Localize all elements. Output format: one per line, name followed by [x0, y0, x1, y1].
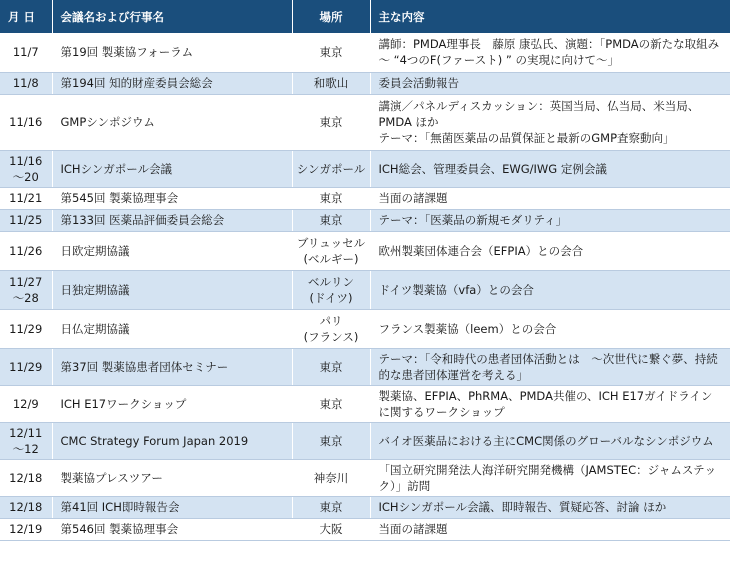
table-row: [0, 231, 730, 270]
row-date: 12/9: [0, 385, 52, 422]
row-date: 11/16: [0, 94, 52, 150]
table-body: [0, 33, 730, 540]
table-row: [0, 422, 730, 459]
row-event-name: 製薬協プレスツアー: [52, 459, 292, 496]
table-row: [0, 150, 730, 187]
row-event-name: ICHシンガポール会議: [52, 150, 292, 187]
row-content: テーマ：「医薬品の新規モダリティ」: [370, 209, 730, 231]
table-row: [0, 385, 730, 422]
row-date: 11/21: [0, 187, 52, 209]
row-content: フランス製薬協（leem）との会合: [370, 309, 730, 348]
row-date: 12/11 ～12: [0, 422, 52, 459]
row-place: パリ (フランス): [292, 309, 370, 348]
row-event-name: 第545回 製薬協理事会: [52, 187, 292, 209]
table-row: [0, 209, 730, 231]
header-name: 会議名および行事名: [52, 0, 292, 33]
row-content: ドイツ製薬協（vfa）との会合: [370, 270, 730, 309]
row-content: ICH総会、管理委員会、EWG/IWG 定例会議: [370, 150, 730, 187]
row-place: 東京: [292, 348, 370, 385]
row-content: 当面の諸課題: [370, 187, 730, 209]
table-row: [0, 348, 730, 385]
table-header-row: [0, 0, 730, 33]
row-date: 11/29: [0, 309, 52, 348]
row-date: 11/7: [0, 33, 52, 72]
row-place: 神奈川: [292, 459, 370, 496]
row-date: 11/26: [0, 231, 52, 270]
table-row: [0, 270, 730, 309]
row-date: 12/19: [0, 518, 52, 540]
header-place: 場所: [292, 0, 370, 33]
row-content: バイオ医薬品における主にCMC関係のグローバルなシンポジウム: [370, 422, 730, 459]
row-place: 大阪: [292, 518, 370, 540]
table-row: [0, 187, 730, 209]
row-place: 東京: [292, 94, 370, 150]
row-place: 東京: [292, 33, 370, 72]
table-row: [0, 518, 730, 540]
row-content: 製薬協、EFPIA、PhRMA、PMDA共催の、ICH E17ガイドラインに関するワークショップ: [370, 385, 730, 422]
row-place: 和歌山: [292, 72, 370, 94]
row-content: 「国立研究開発法人海洋研究開発機構（JAMSTEC：ジャムステック）」訪問: [370, 459, 730, 496]
row-content: ICHシンガポール会議、即時報告、質疑応答、討論 ほか: [370, 496, 730, 518]
table-row: [0, 94, 730, 150]
row-place: 東京: [292, 422, 370, 459]
row-place: 東京: [292, 209, 370, 231]
row-event-name: 第133回 医薬品評価委員会総会: [52, 209, 292, 231]
row-content: 講師：PMDA理事長 藤原 康弘氏、演題：「PMDAの新たな取組み～ “4つのF(ファースト) ” の実現に向けて～」: [370, 33, 730, 72]
row-event-name: 日欧定期協議: [52, 231, 292, 270]
row-event-name: ICH E17ワークショップ: [52, 385, 292, 422]
table-row: [0, 72, 730, 94]
row-event-name: 第194回 知的財産委員会総会: [52, 72, 292, 94]
header-date: 月 日: [0, 0, 52, 33]
row-date: 11/25: [0, 209, 52, 231]
table-row: [0, 33, 730, 72]
row-content: 講演／パネルディスカッション：英国当局、仏当局、米当局、PMDA ほか テーマ：「無菌医薬品の品質保証と最新のGMP査察動向」: [370, 94, 730, 150]
row-place: 東京: [292, 187, 370, 209]
row-place: シンガポール: [292, 150, 370, 187]
row-event-name: 第19回 製薬協フォーラム: [52, 33, 292, 72]
table-row: [0, 459, 730, 496]
header-content: 主な内容: [370, 0, 730, 33]
row-place: ブリュッセル (ベルギー): [292, 231, 370, 270]
row-event-name: 第41回 ICH即時報告会: [52, 496, 292, 518]
row-event-name: 第37回 製薬協患者団体セミナー: [52, 348, 292, 385]
table-row: [0, 309, 730, 348]
row-date: 11/27 ～28: [0, 270, 52, 309]
row-date: 11/16 ～20: [0, 150, 52, 187]
row-event-name: 第546回 製薬協理事会: [52, 518, 292, 540]
row-content: 委員会活動報告: [370, 72, 730, 94]
row-content: テーマ：「令和時代の患者団体活動とは ～次世代に繋ぐ夢、持続的な患者団体運営を考える」: [370, 348, 730, 385]
row-event-name: 日仏定期協議: [52, 309, 292, 348]
row-place: 東京: [292, 496, 370, 518]
row-event-name: 日独定期協議: [52, 270, 292, 309]
row-content: 当面の諸課題: [370, 518, 730, 540]
row-date: 11/8: [0, 72, 52, 94]
table-row: [0, 496, 730, 518]
row-date: 12/18: [0, 496, 52, 518]
row-event-name: GMPシンポジウム: [52, 94, 292, 150]
row-place: ベルリン (ドイツ): [292, 270, 370, 309]
row-date: 11/29: [0, 348, 52, 385]
row-place: 東京: [292, 385, 370, 422]
row-event-name: CMC Strategy Forum Japan 2019: [52, 422, 292, 459]
row-date: 12/18: [0, 459, 52, 496]
row-content: 欧州製薬団体連合会（EFPIA）との会合: [370, 231, 730, 270]
